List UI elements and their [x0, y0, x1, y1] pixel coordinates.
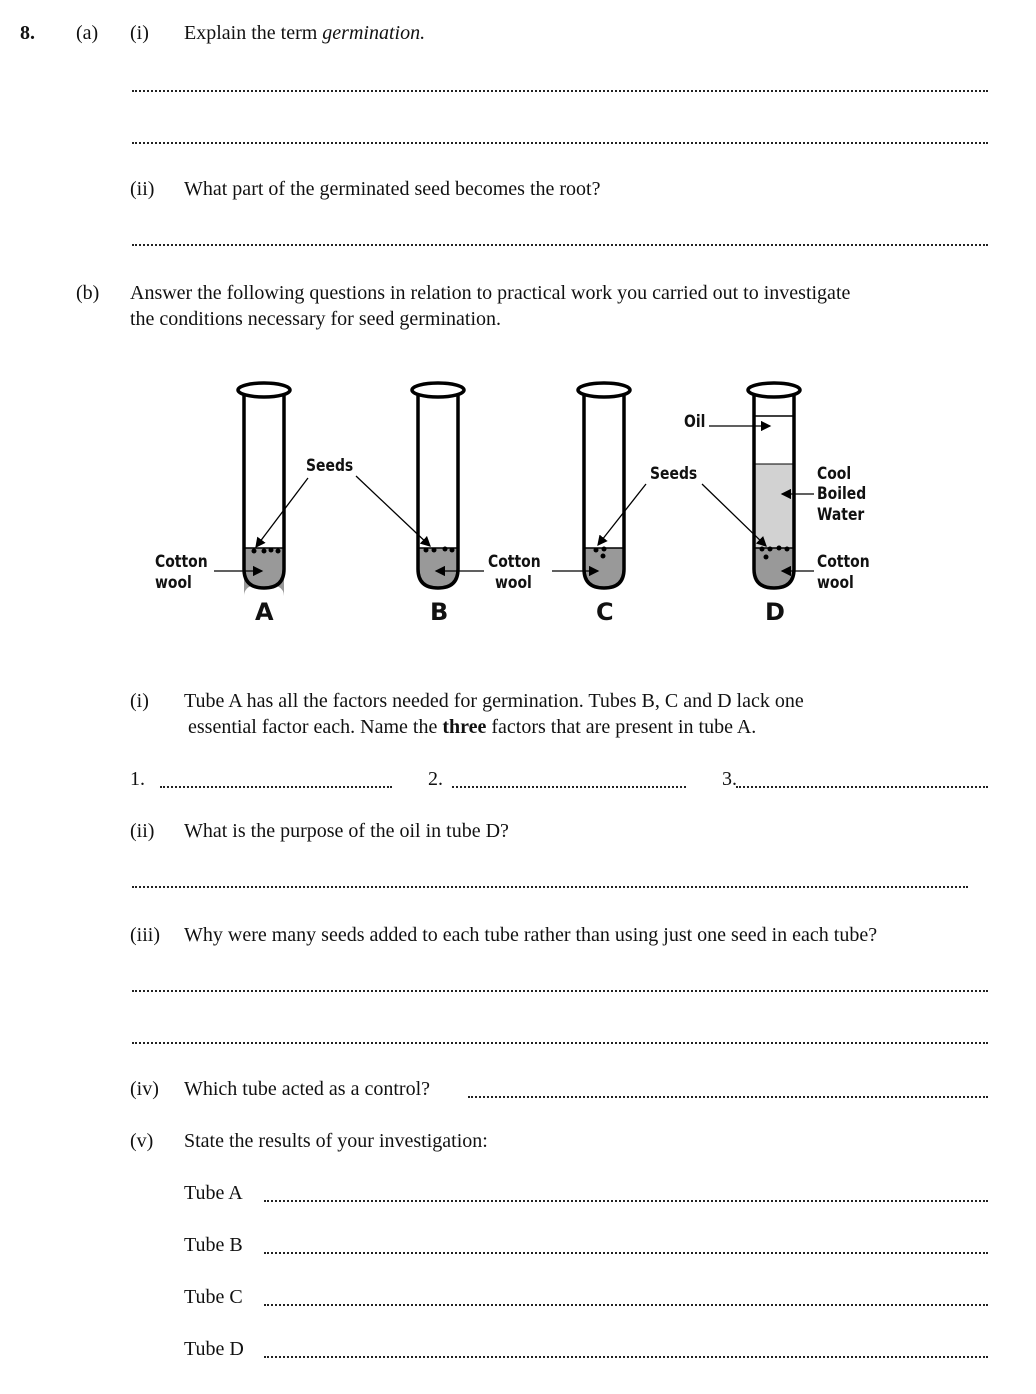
part-a-ii-number: (ii)	[130, 178, 155, 200]
part-b-label: (b)	[76, 282, 100, 304]
tube-label-c: C	[596, 598, 614, 626]
part-b-iv-question: Which tube acted as a control?	[184, 1078, 430, 1100]
factor-3-label: 3.	[722, 768, 737, 790]
factor-2-answer[interactable]	[452, 786, 686, 788]
answer-line-b-iv[interactable]	[468, 1096, 988, 1098]
factor-1-label: 1.	[130, 768, 145, 790]
result-tube-c-label: Tube C	[184, 1286, 243, 1308]
factor-2-label: 2.	[428, 768, 443, 790]
part-b-i-line1: Tube A has all the factors needed for germination. Tubes B, C and D lack one	[184, 690, 804, 712]
part-b-iii-number: (iii)	[130, 924, 160, 946]
result-tube-a-label: Tube A	[184, 1182, 243, 1204]
tube-label-b: B	[430, 598, 449, 626]
test-tube-b	[412, 383, 464, 588]
test-tube-c	[578, 383, 630, 588]
part-a-i-number: (i)	[130, 22, 149, 44]
label-cotton-b-line1: Cotton	[488, 552, 541, 572]
part-b-iii-question: Why were many seeds added to each tube rather than using just one seed in each tube?	[184, 924, 878, 946]
result-tube-d-answer[interactable]	[264, 1356, 988, 1358]
test-tube-d	[748, 383, 800, 588]
tube-label-a: A	[255, 598, 274, 626]
label-cotton-d-line1: Cotton	[817, 552, 870, 572]
result-tube-b-answer[interactable]	[264, 1252, 988, 1254]
part-a-ii-question: What part of the germinated seed becomes the root?	[184, 178, 601, 200]
label-cotton-a-line1: Cotton	[155, 552, 208, 572]
part-b-ii-number: (ii)	[130, 820, 155, 842]
tube-label-d: D	[765, 598, 785, 626]
label-seeds-ab: Seeds	[306, 456, 354, 476]
part-a-i-question: Explain the term germination.	[184, 22, 426, 44]
label-oil: Oil	[684, 412, 706, 432]
part-b-v-question: State the results of your investigation:	[184, 1130, 488, 1152]
diagram-pointers	[214, 426, 814, 571]
part-b-i-line2: essential factor each. Name the three factors that are present in tube A.	[188, 716, 757, 738]
factor-1-answer[interactable]	[160, 786, 392, 788]
label-cotton-a-line2: wool	[155, 573, 192, 593]
part-b-ii-question: What is the purpose of the oil in tube D?	[184, 820, 509, 842]
part-b-intro-line1: Answer the following questions in relation to practical work you carried out to investigate	[130, 282, 851, 304]
result-tube-a-answer[interactable]	[264, 1200, 988, 1202]
answer-line-b-ii[interactable]	[132, 886, 968, 888]
factor-3-answer[interactable]	[736, 786, 988, 788]
label-seeds-cd: Seeds	[650, 464, 698, 484]
result-tube-c-answer[interactable]	[264, 1304, 988, 1306]
label-water-line2: Boiled	[817, 484, 867, 504]
part-b-intro-line2: the conditions necessary for seed germination.	[130, 308, 501, 330]
part-a-label: (a)	[76, 22, 99, 44]
result-tube-d-label: Tube D	[184, 1338, 244, 1360]
answer-line-b-iii-2[interactable]	[132, 1042, 988, 1044]
part-b-iv-number: (iv)	[130, 1078, 159, 1100]
result-tube-b-label: Tube B	[184, 1234, 243, 1256]
part-b-v-number: (v)	[130, 1130, 154, 1152]
test-tube-a	[238, 383, 290, 596]
answer-line-b-iii-1[interactable]	[132, 990, 988, 992]
label-cotton-b-line2: wool	[495, 573, 532, 593]
label-water-line1: Cool	[817, 464, 852, 484]
question-number: 8.	[20, 22, 35, 44]
label-cotton-d-line2: wool	[817, 573, 854, 593]
part-b-i-number: (i)	[130, 690, 149, 712]
label-water-line3: Water	[817, 505, 865, 525]
